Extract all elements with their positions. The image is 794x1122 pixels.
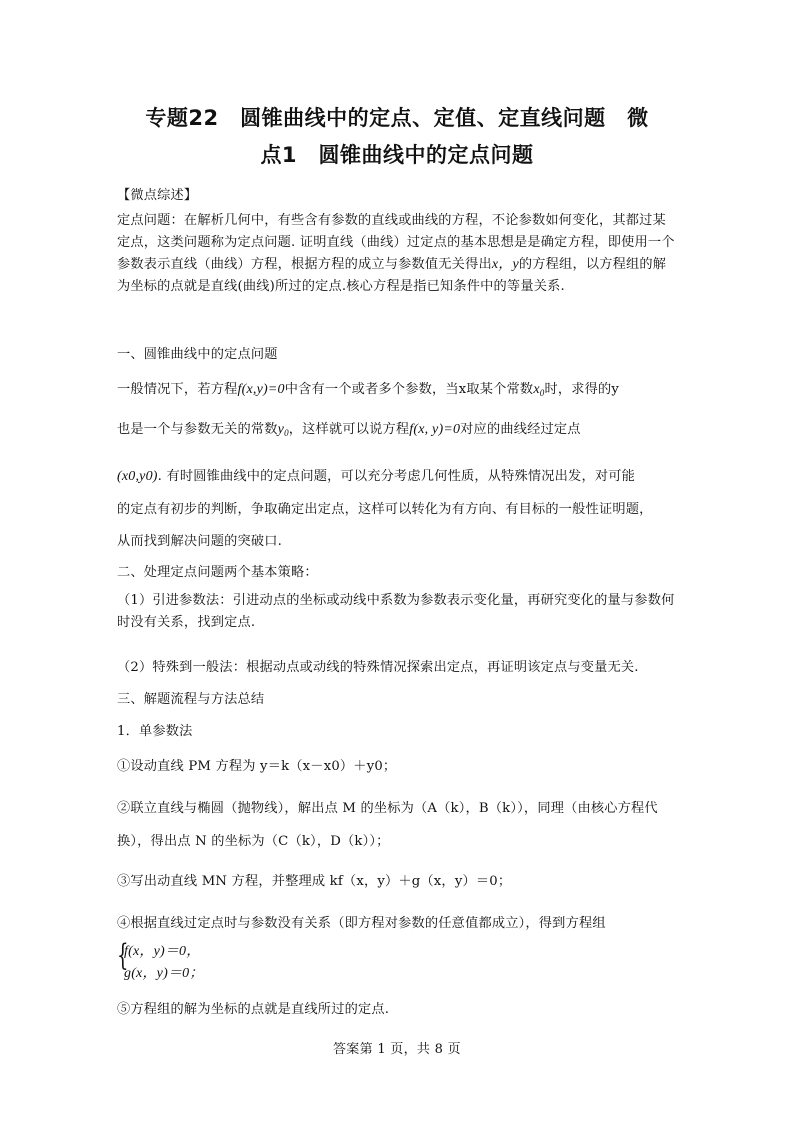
section1-line-2 (117, 418, 581, 438)
equation-2: f(x, y)=0 (409, 422, 461, 437)
section1-line-1 (117, 378, 619, 398)
method-title: 1．单参数法 (117, 724, 193, 739)
section2-heading: 二、处理定点问题两个基本策略： (117, 565, 318, 580)
title-line-1: 专题22 圆锥曲线中的定点、定值、定直线问题 微 (145, 106, 649, 130)
section3-heading: 三、解题流程与方法总结 (117, 692, 265, 707)
intro-text-2: 的方程组，以方程组的解为坐标的点就是直线(曲线)所过的定点.核心方程是指已知条件中的等量关系. (117, 257, 667, 294)
s1-text-a2: 中含有一个或者多个参数，当x取某个常数 (284, 382, 534, 397)
step-5: ⑤方程组的解为坐标的点就是直线所过的定点. (117, 1002, 390, 1017)
strategy-2: （2）特殊到一般法：根据动点或动线的特殊情况探索出定点，再证明该定点与变量无关. (117, 660, 639, 675)
equation-1: f(x,y)=0 (237, 382, 285, 397)
section1-line-5: 从而找到解决问题的突破口. (117, 534, 283, 549)
s1-text-c1: . 有时圆锥曲线中的定点问题，可以充分考虑几何性质，从特殊情况出发，对可能 (157, 469, 635, 484)
system-brace: { (117, 938, 129, 973)
s1-text-b1: 也是一个与参数无关的常数 (117, 422, 278, 437)
step-4: ④根据直线过定点时与参数没有关系（即方程对参数的任意值都成立），得到方程组 (117, 916, 606, 931)
step-2: ②联立直线与椭圆（抛物线），解出点 M 的坐标为（A（k），B（k）），同理（由核心方程代换），得出点 N 的坐标为（C（k），D（k））； (117, 801, 658, 849)
intro-vars: x，y (491, 257, 519, 272)
intro-text-1: 定点问题：在解析几何中，有些含有参数的直线或曲线的方程，不论参数如何变化，其都过某定点，这类问题称为定点问题. 证明直线（曲线）过定点的基本思想是是确定方程，即使用一个参数表示直线（曲线）方程，根据方程的成立与参数值无关得出 (117, 213, 675, 272)
step-1: ①设动直线 PM 方程为 y＝k（x－x0）＋y0； (117, 759, 397, 774)
section1-line-4: 的定点有初步的判断，争取确定出定点，这样可以转化为有方向、有目标的一般性证明题， (117, 502, 653, 517)
s1-text-b3: 对应的曲线经过定点 (460, 422, 581, 437)
section1-heading: 一、圆锥曲线中的定点问题 (117, 347, 278, 362)
fixed-point: (x0,y0) (117, 469, 158, 484)
page-title (100, 100, 694, 174)
section1-line-3 (117, 465, 635, 485)
x0-symbol: $x_0$ (533, 382, 545, 398)
summary-label: 【微点综述】 (117, 188, 198, 203)
intro-paragraph (117, 210, 679, 298)
strategy-1: （1）引进参数法：引进动点的坐标或动线中系数为参数表示变化量，再研究变化的量与参数何时没有关系，找到定点. (117, 593, 675, 630)
s1-text-a3: 时，求得的y (544, 382, 620, 397)
y0-symbol: $y_0$ (277, 422, 289, 438)
system-eq-1: f(x，y)＝0， (124, 944, 201, 959)
step-3: ③写出动直线 MN 方程，并整理成 kf（x，y）＋g（x，y）＝0； (117, 874, 512, 889)
title-line-2: 点1 圆锥曲线中的定点问题 (260, 143, 534, 167)
s1-text-b2: ，这样就可以说方程 (288, 422, 410, 437)
page-footer: 答案第 1 页，共 8 页 (333, 1042, 461, 1057)
s1-text-a1: 一般情况下，若方程 (117, 382, 238, 397)
system-eq-2: g(x，y)＝0； (124, 966, 204, 981)
